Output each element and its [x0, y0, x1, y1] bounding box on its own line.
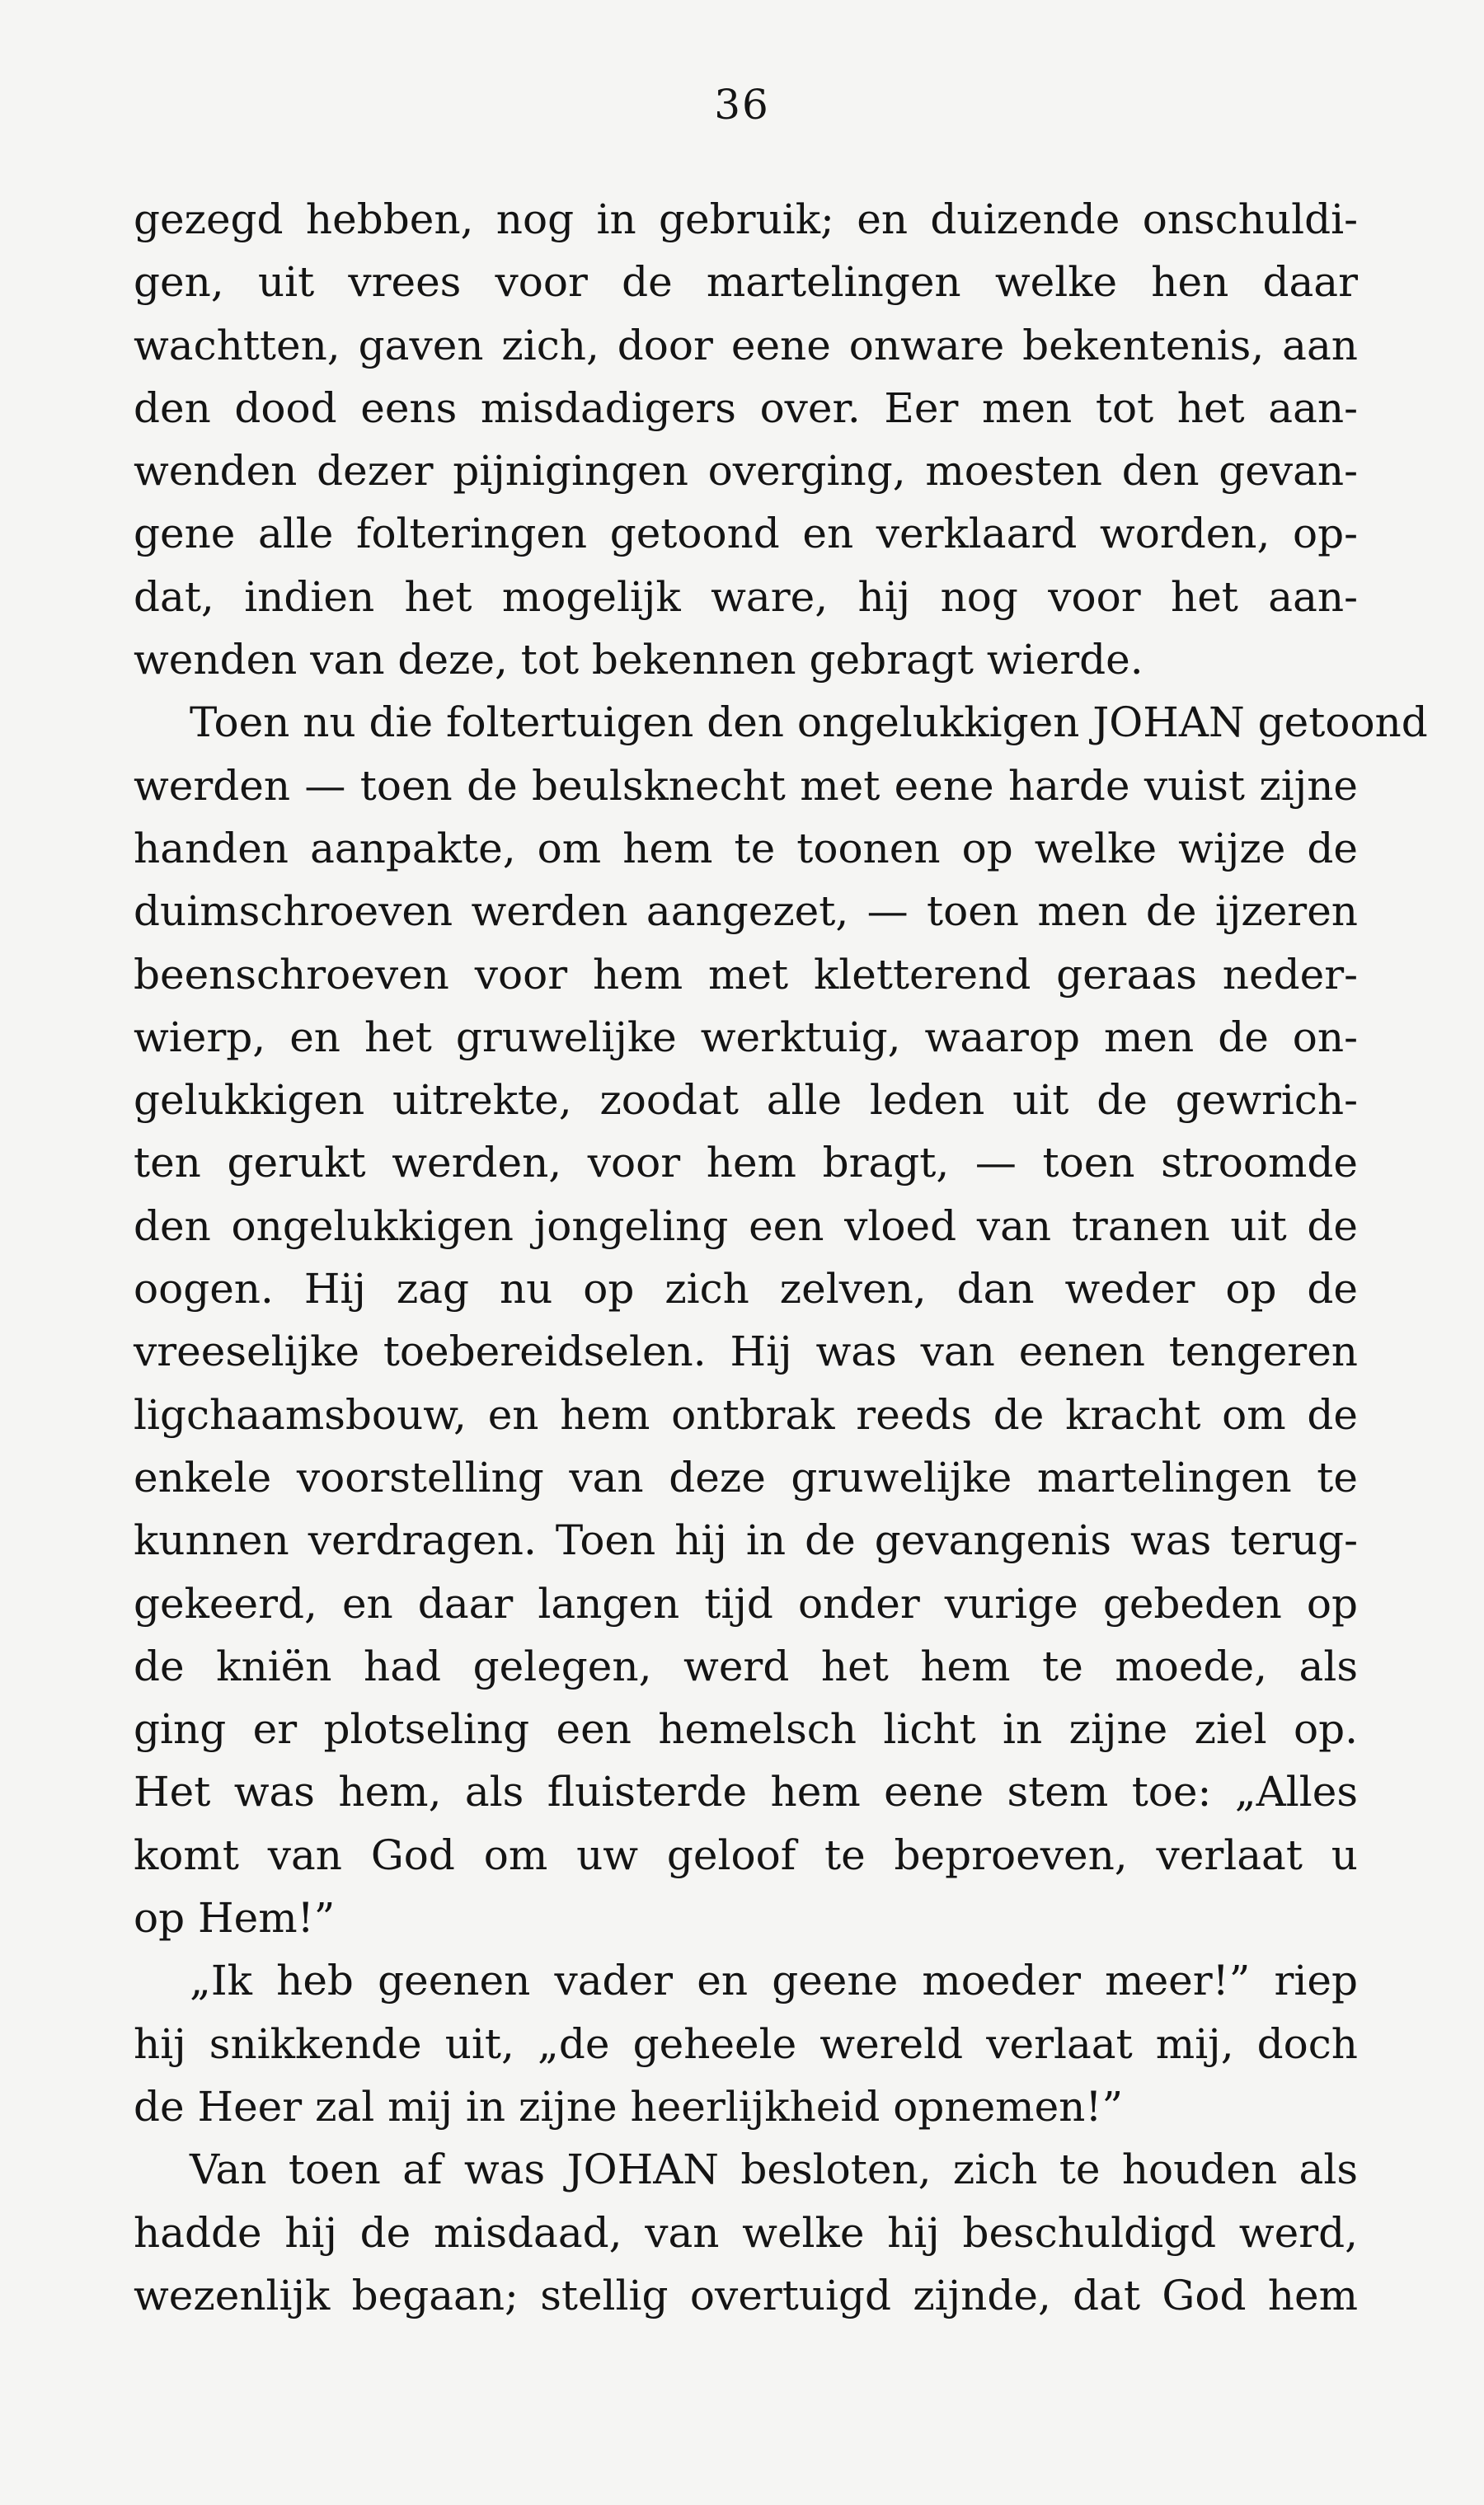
text-line: werden — toen de beulsknecht met eene harde vuist zijne — [134, 761, 1358, 810]
text-line: vreeselijke toebereidselen. Hij was van eenen tengeren — [134, 1328, 1358, 1376]
page-number: 36 — [714, 81, 770, 129]
text-line: wezenlijk begaan; stellig overtuigd zijnde, dat God hem — [134, 2271, 1358, 2319]
text-line: Toen nu die foltertuigen den ongelukkigen JOHAN getoond — [190, 698, 1428, 747]
text-line: gen, uit vrees voor de martelingen welke hen daar — [134, 258, 1358, 307]
text-line: op Hem!” — [134, 1894, 336, 1943]
text-line: „Ik heb geenen vader en geene moeder meer!” riep — [190, 1957, 1358, 2005]
text-line: enkele voorstelling van deze gruwelijke martelingen te — [134, 1453, 1358, 1502]
text-line: beenschroeven voor hem met kletterend geraas neder- — [134, 950, 1358, 999]
text-line: gelukkigen uitrekte, zoodat alle leden uit de gewrich- — [134, 1076, 1358, 1125]
text-line: hij snikkende uit, „de geheele wereld verlaat mij, doch — [134, 2019, 1358, 2068]
body-text — [134, 188, 1428, 2327]
text-line: handen aanpakte, om hem te toonen op welke wijze de — [134, 824, 1358, 872]
text-line: kunnen verdragen. Toen hij in de gevangenis was terug- — [134, 1516, 1358, 1565]
text-line: ten gerukt werden, voor hem bragt, — toen stroomde — [134, 1139, 1358, 1187]
text-line: oogen. Hij zag nu op zich zelven, dan weder op de — [134, 1265, 1358, 1314]
text-line: Het was hem, als fluisterde hem eene stem toe: „Alles — [134, 1768, 1358, 1816]
text-line: duimschroeven werden aangezet, — toen men de ijzeren — [134, 887, 1358, 936]
text-line: gekeerd, en daar langen tijd onder vurige gebeden op — [134, 1579, 1358, 1628]
text-line: gezegd hebben, nog in gebruik; en duizende onschuldi- — [134, 195, 1358, 243]
text-line: Van toen af was JOHAN besloten, zich te houden als — [190, 2145, 1358, 2194]
text-line: de Heer zal mij in zijne heerlijkheid opnemen!” — [134, 2082, 1124, 2131]
text-line: gene alle folteringen getoond en verklaard worden, op- — [134, 510, 1358, 558]
text-line: wierp, en het gruwelijke werktuig, waarop men de on- — [134, 1013, 1358, 1061]
text-line: wenden dezer pijnigingen overging, moesten den gevan- — [134, 447, 1358, 496]
text-line: de kniën had gelegen, werd het hem te moede, als — [134, 1642, 1358, 1690]
text-line: wenden van deze, tot bekennen gebragt wierde. — [134, 636, 1144, 684]
text-line: den ongelukkigen jongeling een vloed van tranen uit de — [134, 1201, 1358, 1250]
text-line: hadde hij de misdaad, van welke hij beschuldigd werd, — [134, 2208, 1358, 2257]
text-line: ging er plotseling een hemelsch licht in zijne ziel op. — [134, 1705, 1358, 1754]
text-line: wachtten, gaven zich, door eene onware bekentenis, aan — [134, 321, 1358, 369]
text-line: den dood eens misdadigers over. Eer men tot het aan- — [134, 383, 1358, 432]
text-line: dat, indien het mogelijk ware, hij nog voor het aan- — [134, 572, 1358, 621]
text-line: ligchaamsbouw, en hem ontbrak reeds de kracht om de — [134, 1390, 1358, 1439]
text-line: komt van God om uw geloof te beproeven, verlaat u — [134, 1831, 1358, 1879]
